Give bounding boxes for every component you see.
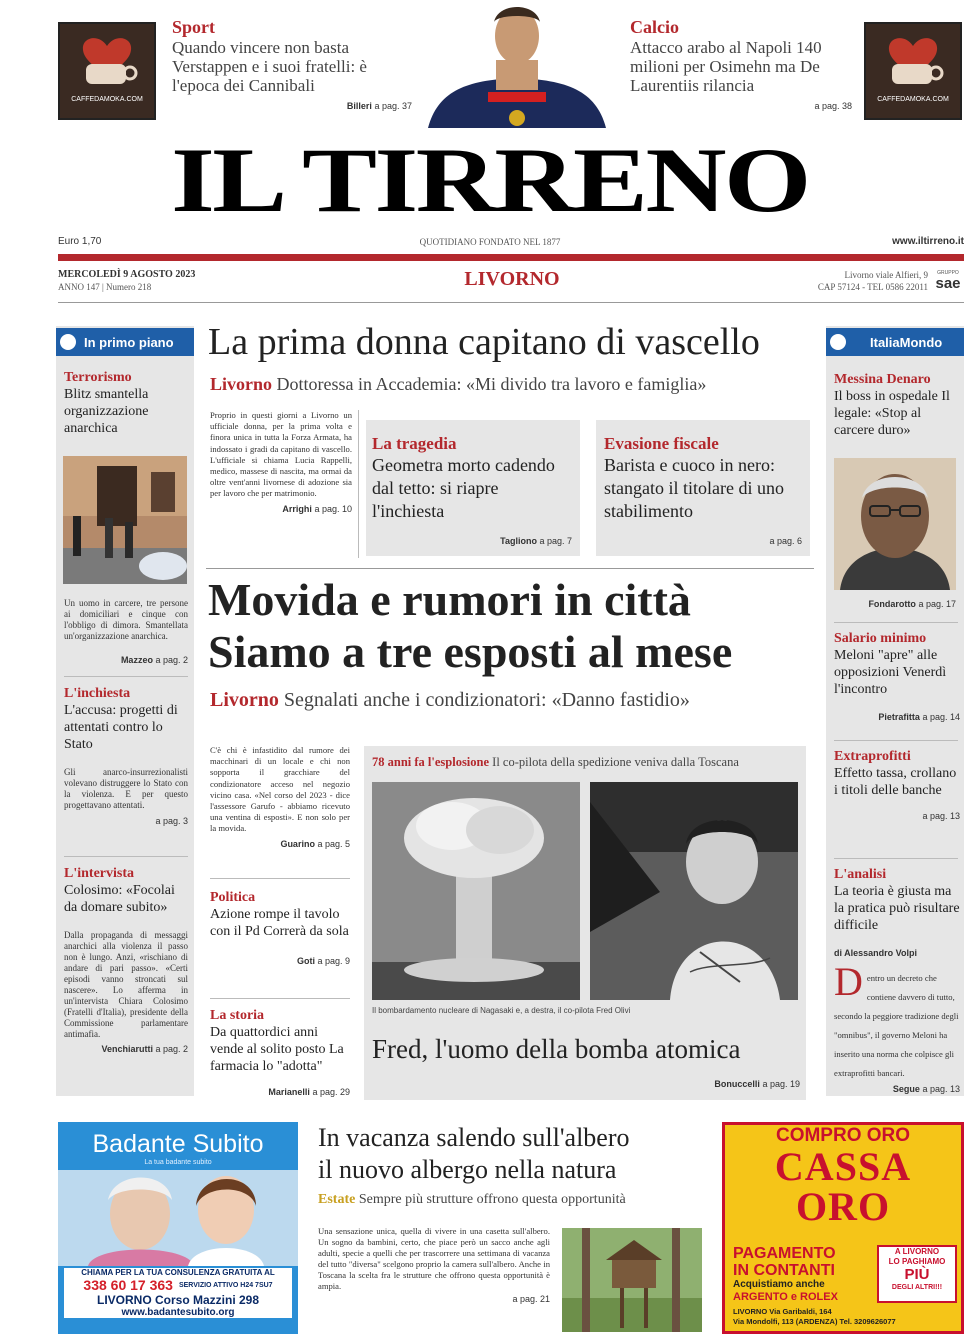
kicker: Livorno bbox=[210, 374, 273, 394]
deck: Segnalati anche i condizionatori: «Danno fastidio» bbox=[283, 689, 690, 711]
masthead-title[interactable]: IL TIRRENO bbox=[171, 129, 809, 231]
article-inchiesta[interactable] bbox=[64, 686, 188, 826]
police-photo bbox=[63, 456, 187, 584]
author: Billeri bbox=[346, 101, 372, 111]
deck: Dottoressa in Accademia: «Mi divido tra lavoro e famiglia» bbox=[276, 374, 707, 394]
author: Arrighi bbox=[282, 503, 312, 514]
article-body: entro un decreto che contiene davvero di tutto, secondo la peggiore tradizione degli "omnibus", il governo Meloni ha inserito una norma che colpisce gli extraprofitti bancari. bbox=[834, 973, 959, 1078]
bomb-headline: Fred, l'uomo della bomba atomica bbox=[372, 1034, 741, 1064]
treehouse-photo bbox=[562, 1228, 702, 1332]
divider bbox=[210, 998, 350, 999]
article-body: Dalla propaganda di messaggi anarchici alla violenza il passo non è lungo. Anzi, «rischiano di andare di pari passo». «Certi episodi vanno stroncati sul nascere». Lo afferma in un'intervista Chiara Colosimo (Fratelli d'Italia), presidente della Commissione parlamentare antimafia. bbox=[64, 930, 188, 1039]
author: Tagliono bbox=[500, 536, 537, 546]
page-ref: a pag. 2 bbox=[155, 1044, 188, 1054]
section-label: ItaliaMondo bbox=[870, 334, 943, 350]
kicker: La storia bbox=[210, 1008, 265, 1023]
headline: Meloni "apre" alle opposizioni Venerdì l'incontro bbox=[834, 648, 947, 697]
page-ref: a pag. 10 bbox=[314, 503, 352, 514]
top-teaser-sport[interactable] bbox=[172, 17, 412, 111]
headline: Attacco arabo al Napoli 140 milioni per Osimehn ma De Laurentiis rilancia bbox=[630, 38, 822, 95]
kicker: Livorno bbox=[210, 689, 279, 711]
issue: ANNO 147 | Numero 218 bbox=[58, 282, 152, 292]
main-body-box bbox=[210, 745, 350, 849]
mushroom-cloud-photo bbox=[372, 782, 580, 1000]
ad-cassa-oro[interactable] bbox=[722, 1122, 964, 1334]
author: Marianelli bbox=[268, 1087, 310, 1097]
divider bbox=[834, 622, 958, 623]
vacanza-deck bbox=[318, 1192, 718, 1208]
main-headline[interactable] bbox=[208, 574, 818, 678]
headline: Quando vincere non basta Verstappen e i suoi fratelli: è l'epoca dei Cannibali bbox=[172, 38, 367, 95]
article-politica[interactable] bbox=[210, 890, 350, 966]
divider bbox=[64, 676, 188, 677]
ad-side-line: PIÙ bbox=[904, 1266, 930, 1283]
caregiver-photo bbox=[58, 1170, 298, 1266]
page-ref: a pag. 2 bbox=[155, 655, 188, 665]
ad-brand: ORO bbox=[795, 1184, 891, 1229]
author: Bonuccelli bbox=[714, 1079, 760, 1089]
deck: Sempre più strutture offrono questa opportunità bbox=[358, 1192, 626, 1207]
address-line: CAP 57124 - TEL 0586 22011 bbox=[817, 282, 928, 292]
address bbox=[770, 269, 928, 293]
divider bbox=[834, 858, 958, 859]
kicker: 78 anni fa l'esplosione bbox=[372, 755, 490, 769]
top-ad-left[interactable] bbox=[58, 22, 156, 120]
ad-badante-subito[interactable] bbox=[58, 1122, 298, 1334]
tagline: QUOTIDIANO FONDATO NEL 1877 bbox=[419, 237, 561, 247]
dropcap: D bbox=[834, 959, 863, 1004]
page-ref: a pag. 13 bbox=[922, 1084, 960, 1094]
headline: Barista e cuoco in nero: stangato il titolare di uno stabilimento bbox=[604, 455, 784, 521]
lead-body-box bbox=[210, 410, 352, 514]
bullet-icon bbox=[60, 334, 76, 350]
page-ref: a pag. 6 bbox=[769, 536, 802, 546]
article-storia[interactable] bbox=[210, 1008, 350, 1097]
kicker: Terrorismo bbox=[64, 370, 132, 385]
ad-address-line: LIVORNO Via Garibaldi, 164 bbox=[733, 1307, 832, 1316]
page-ref: a pag. 7 bbox=[539, 536, 572, 546]
ad-buy-line: ARGENTO e ROLEX bbox=[733, 1291, 838, 1303]
kicker: L'intervista bbox=[64, 866, 134, 881]
kicker: Salario minimo bbox=[834, 631, 927, 646]
headline: Geometra morto cadendo dal tetto: si riapre l'inchiesta bbox=[372, 455, 555, 521]
ad-title: Badante Subito bbox=[92, 1130, 264, 1158]
kicker: Sport bbox=[172, 17, 216, 37]
ad-side-line: A LIVORNO bbox=[894, 1247, 940, 1256]
box-tragedia[interactable] bbox=[366, 420, 580, 556]
kicker: Estate bbox=[318, 1192, 356, 1207]
headline: La teoria è giusta ma la pratica può risultare difficile bbox=[834, 884, 960, 933]
deck: Il co-pilota della spedizione veniva dalla Toscana bbox=[492, 755, 739, 769]
headline: Da quattordici anni vende al solito posto La farmacia lo "adotta" bbox=[210, 1025, 344, 1074]
article-salario-minimo[interactable] bbox=[834, 631, 960, 722]
article-extraprofitti[interactable] bbox=[834, 749, 960, 821]
author: Guarino bbox=[280, 838, 315, 849]
headline: L'accusa: progetti di attentati contro lo Stato bbox=[64, 703, 178, 752]
article-body: Proprio in questi giorni a Livorno un ufficiale donna, per la prima volta e finora unica in tutta la Forza Armata, ha indossato i gradi da capitano di vascello. L'ufficiale si chiama Lucia Rappelli, medico, massese di nascita, ma ormai da oltre vent'anni livornese di adozione sia per lavoro che per matrimonio. bbox=[210, 410, 352, 499]
page-ref: a pag. 38 bbox=[814, 101, 852, 111]
headline: Effetto tassa, crollano i titoli delle banche bbox=[834, 766, 957, 798]
section-label: In primo piano bbox=[84, 334, 174, 350]
vacanza-body-box bbox=[318, 1226, 550, 1304]
page-ref: a pag. 9 bbox=[317, 956, 350, 966]
ad-address bbox=[733, 1307, 959, 1327]
ad-label: CAFFEDAMOKA.COM bbox=[877, 96, 949, 103]
edition: LIVORNO bbox=[464, 268, 560, 290]
author: Venchiarutti bbox=[101, 1044, 153, 1054]
ad-address-line: Via Mondolfi, 113 (ARDENZA) Tel. 3209626077 bbox=[733, 1317, 896, 1326]
headline: Azione rompe il tavolo con il Pd Correrà da sola bbox=[210, 907, 349, 939]
kicker: Calcio bbox=[630, 17, 679, 37]
ad-website: www.badantesubito.org bbox=[64, 1307, 292, 1318]
verstappen-photo bbox=[418, 0, 616, 128]
divider bbox=[834, 740, 958, 741]
top-ad-right[interactable] bbox=[864, 22, 962, 120]
logo-label: GRUPPO bbox=[937, 270, 959, 276]
page-ref: a pag. 17 bbox=[918, 599, 956, 609]
author: di Alessandro Volpi bbox=[834, 948, 918, 958]
kicker: L'analisi bbox=[834, 867, 887, 882]
main-deck bbox=[210, 688, 820, 712]
divider bbox=[64, 856, 188, 857]
article-intervista[interactable] bbox=[64, 866, 188, 1054]
page-ref: a pag. 21 bbox=[512, 1294, 550, 1304]
ad-phone: 338 60 17 363 bbox=[83, 1277, 173, 1293]
ad-buy-line: Acquistiamo anche bbox=[733, 1279, 825, 1290]
ad-line: SERVIZIO ATTIVO H24 7SU7 bbox=[178, 1281, 273, 1289]
date: MERCOLEDÌ 9 AGOSTO 2023 bbox=[58, 269, 196, 280]
lead-deck bbox=[210, 373, 820, 395]
kicker: La tragedia bbox=[372, 434, 457, 453]
page-ref: a pag. 19 bbox=[762, 1079, 800, 1089]
headline-line: Siamo a tre esposti al mese bbox=[208, 626, 733, 677]
ad-top: COMPRO ORO bbox=[775, 1125, 911, 1146]
headline-line: In vacanza salendo sull'albero bbox=[318, 1123, 630, 1152]
author: Fondarotto bbox=[868, 599, 916, 609]
headline: Colosimo: «Focolai da domare subito» bbox=[64, 883, 175, 915]
kicker: Messina Denaro bbox=[834, 372, 931, 387]
price: Euro 1,70 bbox=[58, 236, 102, 247]
section-tab-in-primo-piano[interactable] bbox=[56, 328, 194, 356]
lead-headline[interactable]: La prima donna capitano di vascello bbox=[208, 321, 760, 363]
article-analisi[interactable] bbox=[834, 867, 960, 1094]
ad-phone-row bbox=[64, 1277, 292, 1293]
ad-sidebox bbox=[877, 1245, 957, 1303]
box-evasione[interactable] bbox=[596, 420, 810, 556]
top-teaser-calcio[interactable] bbox=[630, 17, 852, 111]
kicker: L'inchiesta bbox=[64, 686, 131, 701]
divider bbox=[210, 878, 350, 879]
photo-caption: Il bombardamento nucleare di Nagasaki e, a destra, il co-pilota Fred Olivi bbox=[372, 1006, 631, 1015]
page-ref: a pag. 13 bbox=[922, 811, 960, 821]
kicker: Extraprofitti bbox=[834, 749, 911, 764]
article-body: Gli anarco-insurrezionalisti volevano distruggere lo Stato con la violenza. E per questo progettavano attentati. bbox=[64, 767, 188, 810]
coffee-cup-icon bbox=[60, 24, 154, 94]
headline: Blitz smantella organizzazione anarchica bbox=[64, 387, 149, 436]
article-body: Un uomo in carcere, tre persone ai domiciliari e cinque con l'obbligo di dimora. Smantellata un'organizzazione anarchica. bbox=[64, 598, 188, 641]
logo-text: sae bbox=[935, 275, 961, 292]
ad-line: CHIAMA PER LA TUA CONSULENZA GRATUITA AL bbox=[64, 1268, 292, 1277]
ad-brand: CASSA bbox=[774, 1144, 912, 1189]
messina-denaro-photo bbox=[834, 458, 956, 590]
article-body: Una sensazione unica, quella di vivere in una casetta sull'albero. Un sogno da bambini, certo, che piace però un sacco anche agli adulti, specie a quelli che per trascorrere una settimana di vacanza del tutto "diversa" scelgono proprio la camera sull'albero. Anche in Toscana la scelta fra le strutture che offrono questa opportunità è ampia. bbox=[318, 1226, 550, 1291]
ad-side-line: LO PAGHIAMO bbox=[888, 1257, 946, 1266]
vacanza-headline[interactable] bbox=[318, 1122, 718, 1186]
ad-label: CAFFEDAMOKA.COM bbox=[71, 96, 143, 103]
page-ref: a pag. 29 bbox=[312, 1087, 350, 1097]
kicker: Politica bbox=[210, 890, 256, 905]
ad-pay-line: IN CONTANTI bbox=[733, 1262, 835, 1279]
article-body: C'è chi è infastidito dal rumore dei macchinari di un locale e chi non sopporta il gracchiare del condizionatore acceso nel negozio vicino casa. «Nel corso del 2023 - dice l'assessore Garufo - abbiamo ricevuto una ventina di esposti». E non solo per la movida. bbox=[210, 745, 350, 834]
headline-line: il nuovo albergo nella natura bbox=[318, 1155, 617, 1184]
headline: Il boss in ospedale Il legale: «Stop al carcere duro» bbox=[834, 389, 950, 438]
fred-olivi-photo bbox=[590, 782, 798, 1000]
page-ref: a pag. 3 bbox=[155, 816, 188, 826]
kicker: Evasione fiscale bbox=[604, 434, 719, 453]
address-line: Livorno viale Alfieri, 9 bbox=[844, 270, 928, 280]
ad-pay bbox=[733, 1245, 875, 1304]
page-ref: a pag. 5 bbox=[317, 838, 350, 849]
author: Mazzeo bbox=[120, 655, 153, 665]
ad-subtitle: La tua badante subito bbox=[144, 1159, 212, 1166]
bomb-deck bbox=[372, 755, 802, 770]
ad-city: LIVORNO Corso Mazzini 298 bbox=[64, 1293, 292, 1307]
author: Goti bbox=[296, 956, 315, 966]
article-terrorismo[interactable] bbox=[64, 370, 188, 437]
author: Pietrafitta bbox=[878, 712, 920, 722]
ad-pay-line: PAGAMENTO bbox=[733, 1245, 836, 1262]
sae-logo bbox=[932, 270, 964, 298]
article-messina-denaro[interactable] bbox=[834, 372, 960, 439]
bullet-icon bbox=[830, 334, 846, 350]
page-ref: a pag. 37 bbox=[374, 101, 412, 111]
author: Segue bbox=[892, 1084, 920, 1094]
page-ref: a pag. 14 bbox=[922, 712, 960, 722]
ad-side-line: DEGLI ALTRI!!! bbox=[891, 1284, 943, 1291]
coffee-cup-icon bbox=[866, 24, 960, 94]
divider bbox=[358, 410, 359, 558]
website[interactable]: www.iltirreno.it bbox=[892, 236, 964, 247]
masthead-rule bbox=[58, 254, 964, 261]
headline-line: Movida e rumori in città bbox=[208, 574, 691, 625]
divider bbox=[206, 568, 814, 569]
rule bbox=[58, 302, 964, 303]
section-tab-italia-mondo[interactable] bbox=[826, 328, 964, 356]
